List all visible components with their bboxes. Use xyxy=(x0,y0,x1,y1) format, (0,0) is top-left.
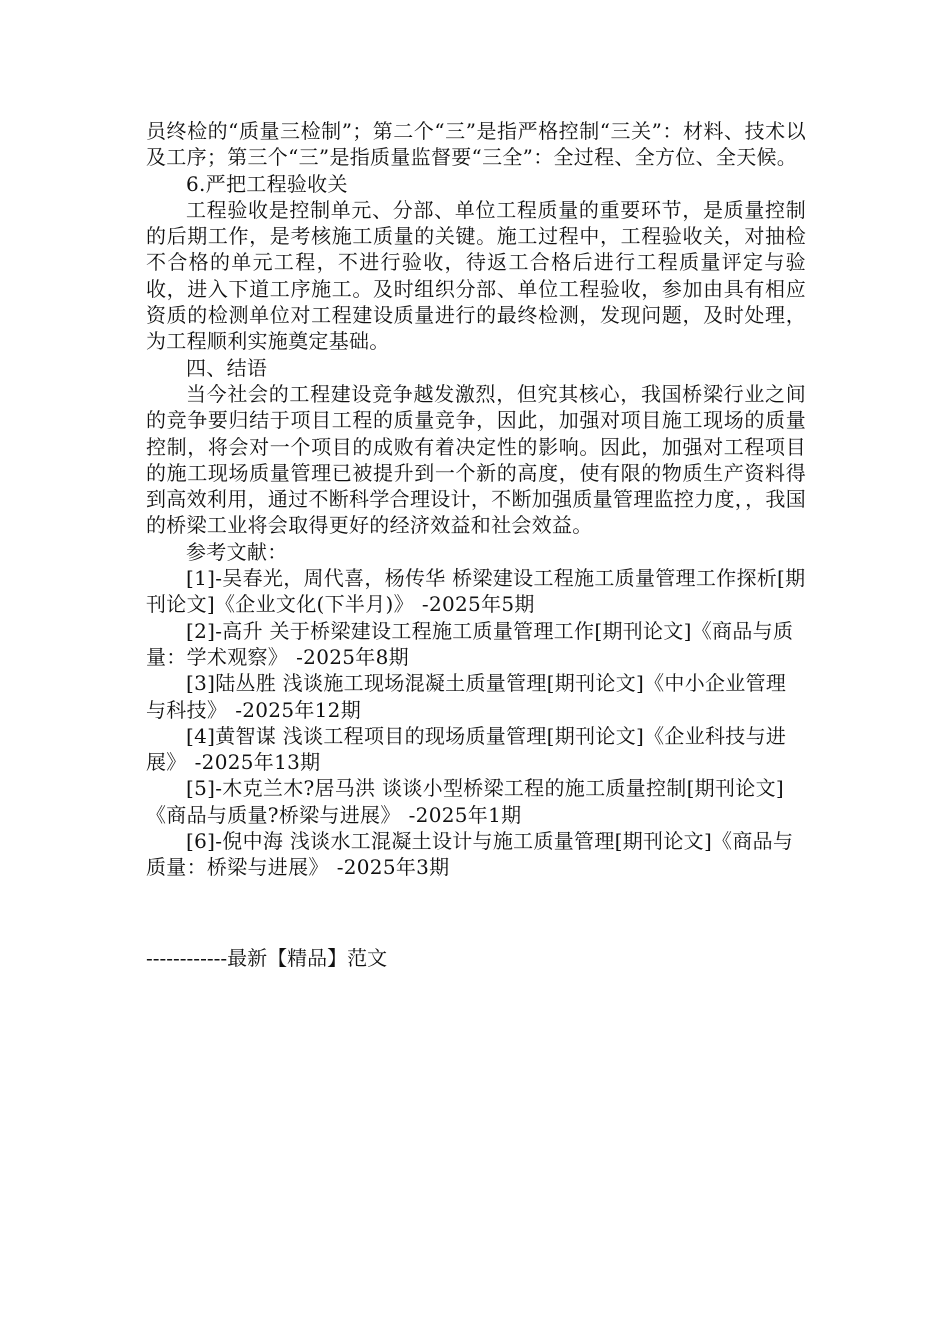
reference-text: [6]-倪中海 浅谈水工混凝土设计与施工质量管理[期刊论文]《商品与质量：桥梁与进展》 xyxy=(146,829,794,880)
reference-item xyxy=(146,565,806,618)
reference-item xyxy=(146,618,806,671)
reference-text: [2]-高升 关于桥梁建设工程施工质量管理工作[期刊论文]《商品与质量：学术观察》 xyxy=(146,618,794,669)
reference-item xyxy=(146,670,806,723)
references-heading: 参考文献： xyxy=(186,539,288,564)
section-heading-conclusion: 四、结语 xyxy=(186,355,268,380)
reference-item xyxy=(146,723,806,776)
document-body xyxy=(146,118,806,881)
reference-text: [5]-木克兰木?居马洪 谈谈小型桥梁工程的施工质量控制[期刊论文]《商品与质量?桥梁与进展》 xyxy=(146,776,784,827)
reference-text: [4]黄智谋 浅谈工程项目的现场质量管理[期刊论文]《企业科技与进展》 xyxy=(146,723,787,775)
reference-item xyxy=(146,828,806,881)
reference-issue: -2025年8期 xyxy=(296,644,409,669)
reference-list xyxy=(146,565,806,881)
footer-label: ------------最新【精品】范文 xyxy=(146,946,388,970)
reference-issue: -2025年13期 xyxy=(194,750,321,775)
paragraph-conclusion: 当今社会的工程建设竞争越发激烈，但究其核心，我国桥梁行业之间的竞争要归结于项目工程的质量竞争，因此，加强对项目施工现场的质量控制，将会对一个项目的成败有着决定性的影响。因此，加强对工程项目的施工现场质量管理已被提升到一个新的高度，使有限的物质生产资料得到高效利用，通过不断科学合理设计，不断加强质量管理监控力度，，我国的桥梁工业将会取得更好的经济效益和社会效益。 xyxy=(146,381,806,538)
reference-issue: -2025年1期 xyxy=(408,802,522,827)
reference-issue: -2025年12期 xyxy=(235,697,362,722)
paragraph-continuation: 员终检的“质量三检制”；第二个“三”是指严格控制“三关”：材料、技术以及工序；第三个“三”是指质量监督要“三全”：全过程、全方位、全天候。 xyxy=(146,119,806,170)
reference-text: [1]-吴春光，周代喜，杨传华 桥梁建设工程施工质量管理工作探析[期刊论文]《企业文化(下半月)》 xyxy=(146,566,806,617)
reference-item xyxy=(146,775,806,828)
section-heading-6: 6.严把工程验收关 xyxy=(186,171,348,196)
reference-text: [3]陆丛胜 浅谈施工现场混凝土质量管理[期刊论文]《中小企业管理与科技》 xyxy=(146,671,787,722)
reference-issue: -2025年5期 xyxy=(421,592,535,617)
paragraph-acceptance: 工程验收是控制单元、分部、单位工程质量的重要环节，是质量控制的后期工作，是考核施工质量的关键。施工过程中，工程验收关，对抽检不合格的单元工程，不进行验收，待返工合格后进行工程质量评定与验收，进入下道工序施工。及时组织分部、单位工程验收，参加由具有相应资质的检测单位对工程建设质量进行的最终检测，发现问题，及时处理，为工程顺利实施奠定基础。 xyxy=(146,197,806,354)
reference-issue: -2025年3期 xyxy=(336,855,450,880)
